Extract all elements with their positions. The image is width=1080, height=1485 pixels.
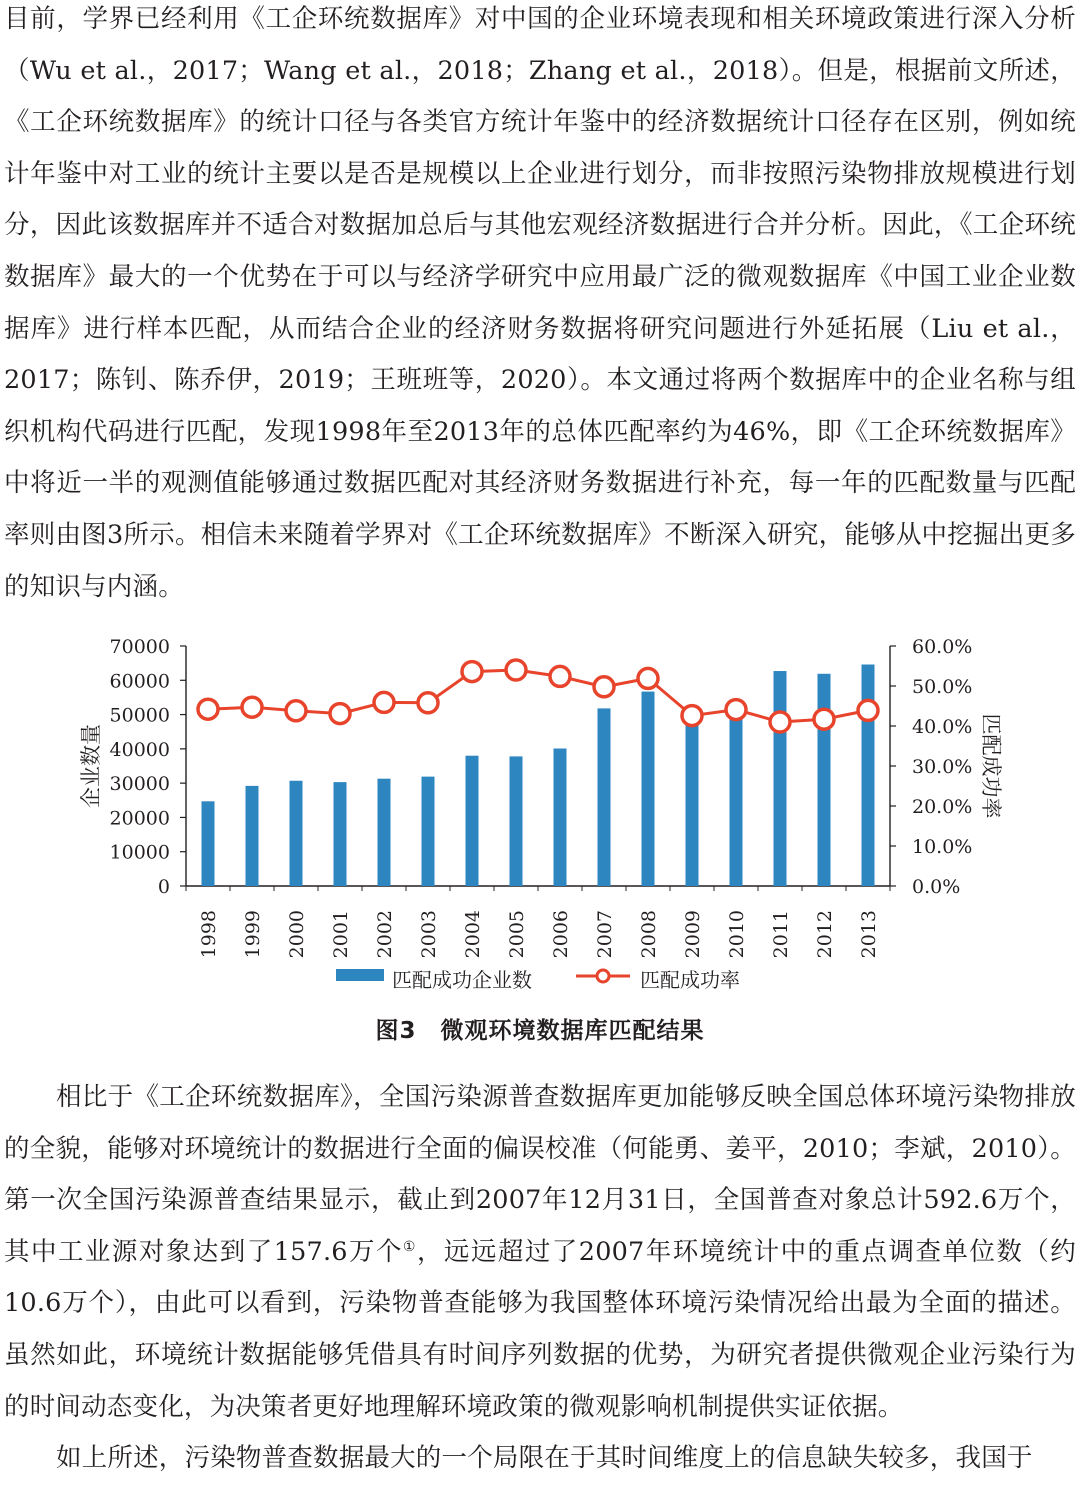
bar-2003 xyxy=(422,777,435,886)
legend-line-label: 匹配成功率 xyxy=(640,968,740,992)
left-tick-label: 20000 xyxy=(109,807,170,830)
rate-point-2012 xyxy=(814,709,834,729)
left-tick-label: 30000 xyxy=(109,773,170,796)
left-tick-label: 70000 xyxy=(109,636,170,658)
bar-2010 xyxy=(730,716,743,886)
rate-point-2003 xyxy=(418,693,438,713)
x-tick-label-2005: 2005 xyxy=(506,910,528,959)
right-tick-label: 30.0% xyxy=(912,756,973,778)
x-tick-label-2004: 2004 xyxy=(462,910,484,959)
x-tick-label-2013: 2013 xyxy=(858,910,880,959)
x-tick-label-2002: 2002 xyxy=(374,910,396,959)
legend-bar-swatch xyxy=(336,969,384,981)
x-tick-label-2003: 2003 xyxy=(418,910,440,959)
legend-line-marker xyxy=(597,970,609,982)
paragraph-1 xyxy=(4,0,1076,613)
rate-point-2008 xyxy=(638,668,658,688)
legend-bar-label: 匹配成功企业数 xyxy=(392,968,532,992)
right-tick-label: 40.0% xyxy=(912,716,973,738)
figure-caption: 图3 微观环境数据库匹配结果 xyxy=(375,1018,705,1044)
right-tick-label: 60.0% xyxy=(912,636,973,658)
rate-point-2013 xyxy=(858,700,878,720)
rate-point-2009 xyxy=(682,706,702,726)
x-tick-label-2011: 2011 xyxy=(770,910,792,959)
x-tick-label-2008: 2008 xyxy=(638,910,660,959)
bar-2008 xyxy=(642,692,655,886)
bar-2006 xyxy=(554,749,567,886)
left-tick-label: 60000 xyxy=(109,670,170,693)
right-tick-label: 50.0% xyxy=(912,676,973,698)
x-tick-label-2010: 2010 xyxy=(726,910,748,959)
bar-2012 xyxy=(818,674,831,886)
right-tick-label: 10.0% xyxy=(912,836,973,858)
paragraph-2 xyxy=(4,1072,1076,1433)
left-axis-title: 企业数量 xyxy=(79,724,103,808)
right-axis-title: 匹配成功率 xyxy=(979,713,1003,819)
right-tick-label: 20.0% xyxy=(912,796,973,818)
rate-point-2005 xyxy=(506,660,526,680)
bar-2002 xyxy=(378,779,391,886)
rate-point-2002 xyxy=(374,692,394,712)
x-tick-label-2012: 2012 xyxy=(814,910,836,959)
x-tick-label-1998: 1998 xyxy=(198,910,220,959)
bar-2011 xyxy=(774,671,787,886)
rate-point-2004 xyxy=(462,662,482,682)
bar-2013 xyxy=(862,665,875,886)
bar-2004 xyxy=(466,756,479,886)
left-tick-label: 0 xyxy=(157,876,170,898)
x-tick-label-2000: 2000 xyxy=(286,910,308,959)
left-tick-label: 50000 xyxy=(109,704,170,727)
paragraph-3 xyxy=(4,1433,1076,1485)
paragraph-2-text-continued: ，远远超过了2007年环境统计中的重点调查单位数（约10.6万个），由此可以看到，污染物普查能够为我国整体环境污染情况给出最为全面的描述。虽然如此，环境统计数据能够凭借具有时间序列数据的优势，为研究者提供微观企业污染行为的时间动态变化，为决策者更好地理解环境政策的微观影响机制提供实证依据。 xyxy=(4,1236,1076,1422)
x-tick-label-2007: 2007 xyxy=(594,910,616,959)
bar-1999 xyxy=(246,786,259,886)
rate-point-2006 xyxy=(550,666,570,686)
rate-point-1999 xyxy=(242,697,262,717)
paragraph-3-text: 如上所述，污染物普查数据最大的一个局限在于其时间维度上的信息缺失较多，我国于 xyxy=(56,1443,1033,1473)
left-tick-label: 10000 xyxy=(109,841,170,864)
right-tick-label: 0.0% xyxy=(912,876,961,898)
left-tick-label: 40000 xyxy=(109,738,170,761)
x-tick-label-2006: 2006 xyxy=(550,910,572,959)
paragraph-1-text: 目前，学界已经利用《工企环统数据库》对中国的企业环境表现和相关环境政策进行深入分析（Wu et al.，2017；Wang et al.，2018；Zhang et al.，2018）。但是，根据前文所述，《工企环统数据库》的统计口径与各类官方统计年鉴中的经济数据统计口径存在区别，例如统计年鉴中对工业的统计主要以是否是规模以上企业进行划分，而非按照污染物排放规模进行划分，因此该数据库并不适合对数据加总后与其他宏观经济数据进行合并分析。因此，《工企环统数据库》最大的一个优势在于可以与经济学研究中应用最广泛的微观数据库《中国工业企业数据库》进行样本匹配，从而结合企业的经济财务数据将研究问题进行外延拓展（Liu et al.，2017；陈钊、陈乔伊，2019；王班班等，2020）。本文通过将两个数据库中的企业名称与组织机构代码进行匹配，发现1998年至2013年的总体匹配率约为46%，即《工企环统数据库》中将近一半的观测值能够通过数据匹配对其经济财务数据进行补充，每一年的匹配数量与匹配率则由图3所示。相信未来随着学界对《工企环统数据库》不断深入研究，能够从中挖掘出更多的知识与内涵。 xyxy=(4,4,1076,602)
x-tick-label-2001: 2001 xyxy=(330,910,352,959)
figure-3-chart xyxy=(0,620,1080,1010)
rate-point-1998 xyxy=(198,699,218,719)
bar-2005 xyxy=(510,756,523,886)
bar-2009 xyxy=(686,718,699,886)
footnote-marker[interactable]: ① xyxy=(402,1238,417,1255)
bar-2007 xyxy=(598,708,611,886)
rate-point-2010 xyxy=(726,700,746,720)
bar-2001 xyxy=(334,782,347,886)
paragraph-2-text: 相比于《工企环统数据库》，全国污染源普查数据库更加能够反映全国总体环境污染物排放的全貌，能够对环境统计的数据进行全面的偏误校准（何能勇、姜平，2010；李斌，2010）。第一次全国污染源普查结果显示，截止到2007年12月31日，全国普查对象总计592.6万个，其中工业源对象达到了157.6万个 xyxy=(4,1082,1076,1267)
rate-point-2011 xyxy=(770,712,790,732)
rate-point-2001 xyxy=(330,704,350,724)
x-tick-label-2009: 2009 xyxy=(682,910,704,959)
bar-2000 xyxy=(290,781,303,886)
bar-1998 xyxy=(202,801,215,886)
rate-point-2007 xyxy=(594,677,614,697)
x-tick-label-1999: 1999 xyxy=(242,910,264,959)
rate-point-2000 xyxy=(286,701,306,721)
